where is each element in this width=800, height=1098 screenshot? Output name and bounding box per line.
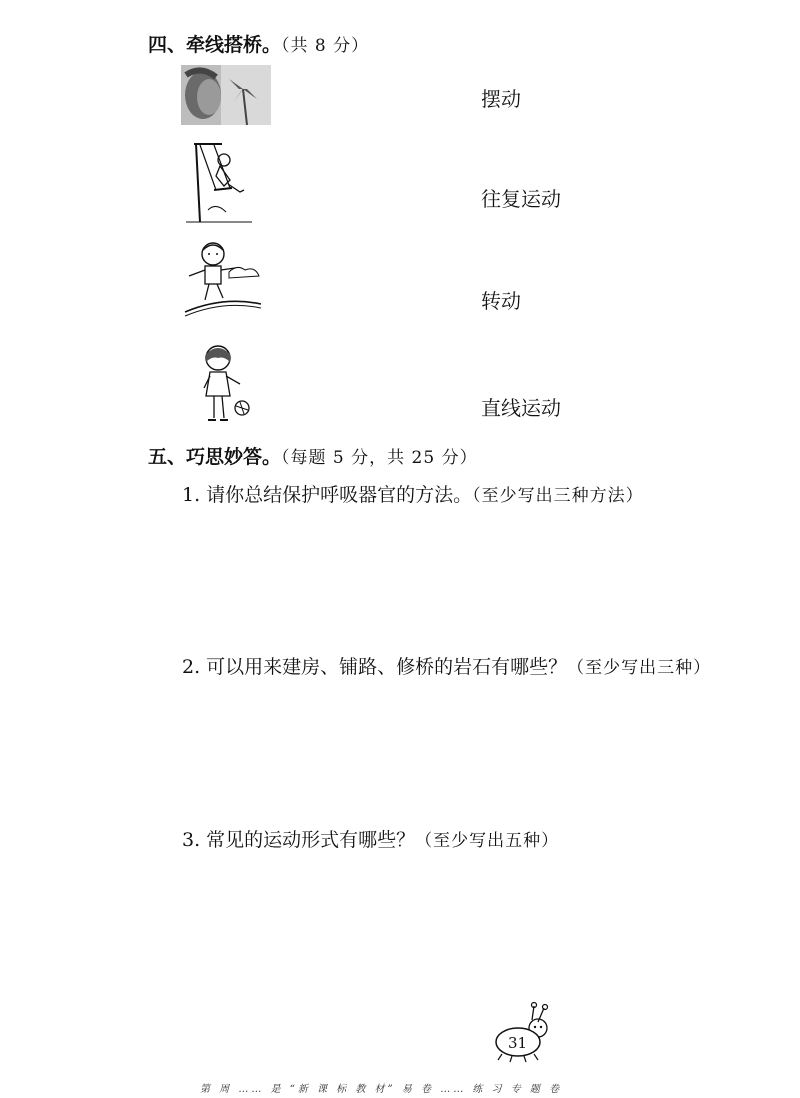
section4-heading [148, 30, 369, 57]
match-label-linear: 直线运动 [481, 396, 561, 420]
question-3-text: 3. 常见的运动形式有哪些？ [182, 829, 416, 851]
match-label-rotation: 转动 [481, 289, 521, 313]
match-label-swing: 摆动 [481, 87, 521, 111]
child-on-swing-drawing [186, 140, 252, 224]
question-2 [182, 652, 711, 679]
boy-walking-drawing [183, 238, 263, 318]
girl-playing-drawing [196, 342, 254, 430]
question-3 [182, 825, 559, 852]
footer-text: 第 周 …… 是 “新 课 标 教 材” 易 卷 …… 练 习 专 题 卷 [200, 1084, 563, 1095]
section5-heading [148, 442, 478, 469]
question-1-text: 1. 请你总结保护呼吸器官的方法。 [182, 484, 473, 506]
question-1-note: （至少写出三种方法） [472, 486, 644, 506]
section4-title: 四、牵线搭桥。 [148, 34, 282, 56]
question-2-note: （至少写出三种） [567, 658, 712, 678]
section5-note: （每题 5 分，共 25 分） [281, 448, 478, 468]
match-label-reciprocating: 往复运动 [481, 187, 561, 211]
page-number: 31 [508, 1034, 528, 1052]
bug-mascot-icon [488, 1000, 552, 1064]
person-blowing-pinwheel-photo [181, 65, 271, 125]
section4-note: （共 8 分） [281, 36, 370, 56]
question-3-note: （至少写出五种） [415, 831, 560, 851]
section5-title: 五、巧思妙答。 [148, 446, 282, 468]
question-1 [182, 480, 644, 507]
question-2-text: 2. 可以用来建房、铺路、修桥的岩石有哪些？ [182, 656, 568, 678]
